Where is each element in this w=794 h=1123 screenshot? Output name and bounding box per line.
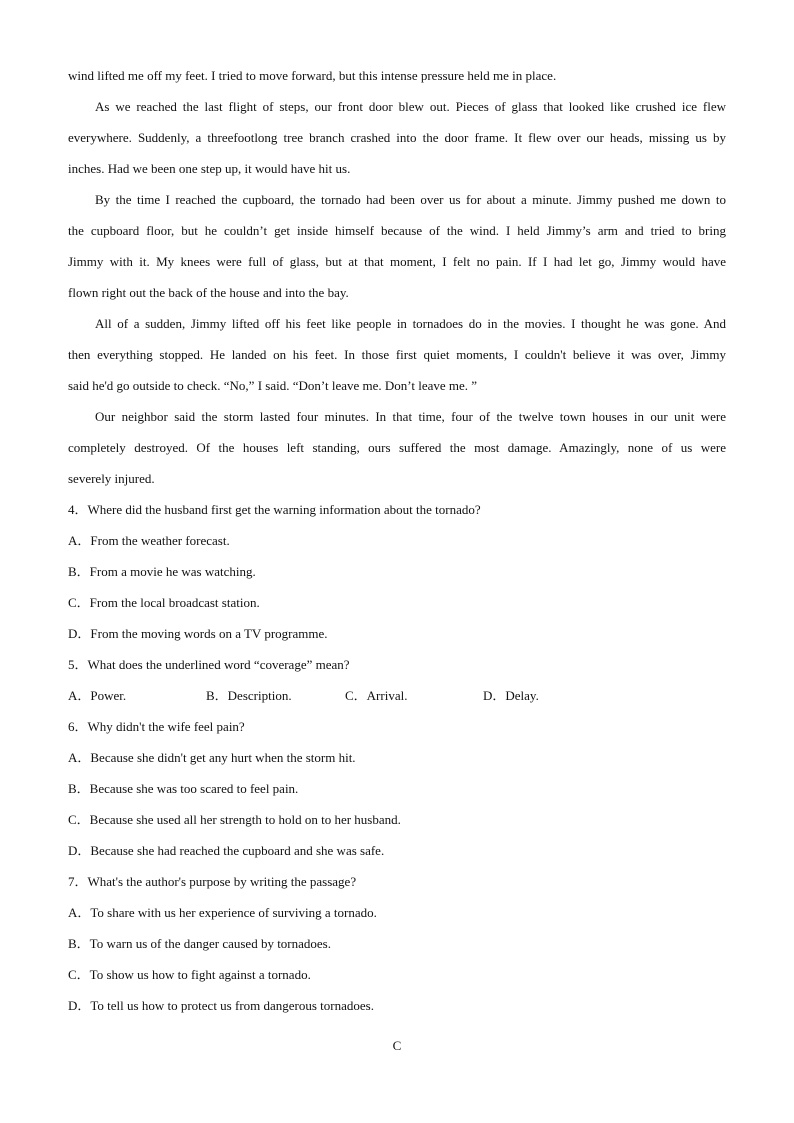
- passage-line: said he'd go outside to check. “No,” I said. “Don’t leave me. Don’t leave me. ”: [68, 378, 478, 393]
- answer-option-a: A．To share with us her experience of surviving a tornado.: [68, 905, 377, 920]
- question-7: [68, 866, 726, 1021]
- answer-option-c: C．Arrival.: [345, 688, 408, 703]
- answer-option-c: C．From the local broadcast station.: [68, 595, 260, 610]
- answer-option-b: B．From a movie he was watching.: [68, 564, 256, 579]
- answer-option-a: A．From the weather forecast.: [68, 533, 230, 548]
- answer-option-d: D．Delay.: [483, 688, 539, 703]
- answer-option-d: D．To tell us how to protect us from dangerous tornadoes.: [68, 998, 374, 1013]
- question-stem: 4．Where did the husband first get the warning information about the tornado?: [68, 502, 481, 517]
- passage-line: As we reached the last flight of steps, our front door blew out. Pieces of glass that looked like crushed ice flew: [95, 99, 726, 114]
- passage-line: All of a sudden, Jimmy lifted off his feet like people in tornadoes do in the movies. I thought he was gone. And: [95, 316, 726, 331]
- answer-option-c: C．To show us how to fight against a tornado.: [68, 967, 311, 982]
- passage-line: severely injured.: [68, 471, 155, 486]
- passage-line: By the time I reached the cupboard, the tornado had been over us for about a minute. Jimmy pushed me down to: [95, 192, 726, 207]
- passage-line: inches. Had we been one step up, it would have hit us.: [68, 161, 351, 176]
- answer-option-b: B．To warn us of the danger caused by tornadoes.: [68, 936, 331, 951]
- document-page: [68, 60, 726, 1021]
- passage-line: everywhere. Suddenly, a threefootlong tree branch crashed into the door frame. It flew over our heads, missing us by: [68, 130, 726, 145]
- answer-option-b: B．Because she was too scared to feel pain.: [68, 781, 299, 796]
- answer-option-c: C．Because she used all her strength to hold on to her husband.: [68, 812, 401, 827]
- passage-line: completely destroyed. Of the houses left standing, ours suffered the most damage. Amazingly, none of us were: [68, 440, 726, 455]
- question-5: [68, 649, 726, 711]
- question-stem: 5．What does the underlined word “coverage” mean?: [68, 657, 350, 672]
- answer-option-d: D．From the moving words on a TV programme.: [68, 626, 328, 641]
- answer-option-b: B．Description.: [206, 688, 292, 703]
- section-heading: C: [392, 1038, 402, 1053]
- answer-option-a: A．Because she didn't get any hurt when the storm hit.: [68, 750, 356, 765]
- passage-line: flown right out the back of the house and into the bay.: [68, 285, 349, 300]
- passage-line: the cupboard floor, but he couldn’t get inside himself because of the wind. I held Jimmy’s arm and tried to bring: [68, 223, 726, 238]
- answer-options-row: [68, 680, 726, 711]
- answer-option-a: A．Power.: [68, 688, 127, 703]
- passage: [68, 60, 726, 494]
- question-stem: 6．Why didn't the wife feel pain?: [68, 719, 245, 734]
- question-4: [68, 494, 726, 649]
- passage-line: Our neighbor said the storm lasted four minutes. In that time, four of the twelve town houses in our unit were: [95, 409, 726, 424]
- question-6: [68, 711, 726, 866]
- answer-option-d: D．Because she had reached the cupboard and she was safe.: [68, 843, 385, 858]
- passage-line: wind lifted me off my feet. I tried to move forward, but this intense pressure held me in place.: [68, 68, 557, 83]
- passage-line: Jimmy with it. My knees were full of glass, but at that moment, I felt no pain. If I had let go, Jimmy would have: [68, 254, 726, 269]
- passage-line: then everything stopped. He landed on his feet. In those first quiet moments, I couldn't believe it was over, Jimmy: [68, 347, 726, 362]
- question-stem: 7．What's the author's purpose by writing the passage?: [68, 874, 357, 889]
